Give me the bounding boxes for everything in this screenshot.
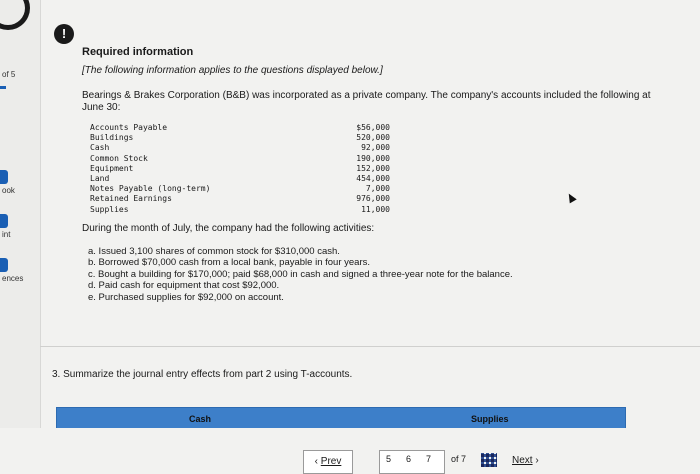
table-row [90, 123, 390, 133]
account-name: Common Stock [90, 153, 148, 163]
left-sidebar [0, 0, 41, 474]
list-item: e. Purchased supplies for $92,000 on account. [88, 291, 284, 303]
table-row [90, 184, 390, 194]
prev-label: Prev [320, 456, 342, 467]
table-row [90, 174, 390, 184]
t-account-title-cash: Cash [189, 414, 212, 424]
activities-list [88, 246, 682, 304]
table-row [90, 133, 390, 143]
bottom-navigation [0, 442, 700, 474]
page-link-7[interactable]: 7 [426, 454, 432, 464]
logo-icon [0, 0, 30, 30]
prev-button[interactable] [303, 450, 353, 474]
question-text: 3. Summarize the journal entry effects from part 2 using T-accounts. [52, 369, 353, 380]
account-name: Retained Earnings [90, 194, 172, 204]
alert-icon: ! [54, 24, 74, 44]
table-row [90, 205, 390, 215]
account-name: Supplies [90, 204, 129, 214]
list-item: a. Issued 3,100 shares of common stock for $310,000 cash. [88, 245, 340, 257]
next-label: Next [512, 455, 533, 466]
account-amount: 976,000 [356, 194, 390, 204]
panel-note: [The following information applies to the questions displayed below.] [82, 65, 383, 76]
references-icon[interactable] [0, 258, 8, 272]
account-amount: 7,000 [365, 184, 390, 194]
account-name: Equipment [90, 163, 134, 173]
intro-text: Bearings & Brakes Corporation (B&B) was incorporated as a private company. The company's accounts included the following at June 30: [82, 90, 651, 113]
divider [40, 346, 700, 347]
book-icon[interactable] [0, 170, 8, 184]
sidebar-page-label: of 5 [2, 70, 16, 79]
accounts-table [90, 123, 390, 215]
account-name: Cash [90, 143, 110, 153]
chevron-right-icon: › [535, 455, 539, 466]
list-item: b. Borrowed $70,000 cash from a local bank, payable in four years. [88, 257, 370, 269]
account-name: Accounts Payable [90, 123, 168, 132]
activities-intro: During the month of July, the company had the following activities: [82, 222, 375, 234]
progress-bar [0, 86, 6, 89]
account-amount: 454,000 [356, 174, 390, 184]
list-item: d. Paid cash for equipment that cost $92,000. [88, 280, 280, 292]
sidebar-item-references[interactable]: ences [2, 274, 24, 283]
chevron-left-icon: ‹ [314, 456, 318, 467]
table-row [90, 164, 390, 174]
account-amount: 520,000 [356, 133, 390, 143]
account-name: Buildings [90, 133, 134, 143]
table-row [90, 154, 390, 164]
account-name: Land [90, 174, 110, 184]
next-button[interactable] [512, 450, 566, 472]
sidebar-item-book[interactable]: ook [2, 186, 15, 195]
account-amount: $56,000 [356, 123, 390, 132]
print-icon[interactable] [0, 214, 8, 228]
page-link-6[interactable]: 6 [406, 454, 412, 464]
account-amount: 92,000 [361, 143, 390, 153]
grid-icon[interactable] [481, 453, 497, 467]
page-count-label: of 7 [451, 454, 467, 464]
account-name: Notes Payable (long-term) [90, 184, 211, 194]
page-link-5[interactable]: 5 [386, 454, 392, 464]
account-amount: 190,000 [356, 153, 390, 163]
table-row [90, 143, 390, 153]
sidebar-item-print[interactable]: int [2, 230, 11, 239]
account-amount: 152,000 [356, 163, 390, 173]
list-item: c. Bought a building for $170,000; paid $68,000 in cash and signed a three-year note for the balance. [88, 268, 513, 280]
account-amount: 11,000 [361, 204, 390, 214]
panel-title: Required information [82, 46, 194, 58]
required-information-panel [82, 46, 682, 303]
t-account-title-supplies: Supplies [471, 414, 509, 424]
table-row [90, 194, 390, 204]
